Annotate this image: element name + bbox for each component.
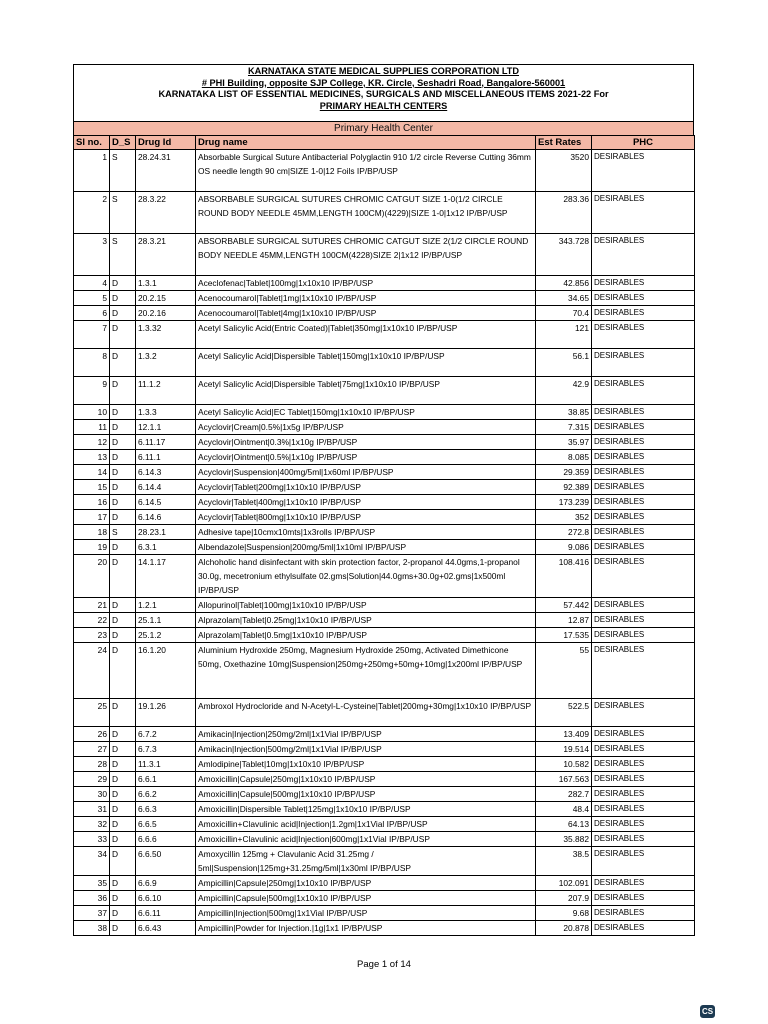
row-ds-cell: D [110, 891, 136, 906]
row-drug-name-cell: Alchoholic hand disinfectant with skin protection factor, 2-propanol 44.0gms,1-propanol 30.0g, mecetronium ethylsulfate 02.gms|Solution|44.0gms+30.0g+02.gms|1x500ml IP/BP/USP [196, 555, 536, 598]
row-phc-cell: DESIRABLES [592, 349, 695, 377]
row-phc-cell: DESIRABLES [592, 817, 695, 832]
row-drug-name-cell: Ampicillin|Injection|500mg|1x1Vial IP/BP/USP [196, 906, 536, 921]
row-sl-cell: 2 [74, 192, 110, 234]
row-rate-cell: 17.535 [536, 628, 592, 643]
row-phc-cell: DESIRABLES [592, 150, 695, 192]
row-ds-cell: D [110, 802, 136, 817]
row-phc-cell: DESIRABLES [592, 921, 695, 936]
row-ds-cell: D [110, 435, 136, 450]
row-drug-name-cell: Amikacin|Injection|500mg/2ml|1x1Vial IP/BP/USP [196, 742, 536, 757]
row-ds-cell: D [110, 772, 136, 787]
row-ds-cell: S [110, 234, 136, 276]
row-rate-cell: 35.97 [536, 435, 592, 450]
row-ds-cell: D [110, 306, 136, 321]
row-sl-cell: 32 [74, 817, 110, 832]
row-ds-cell: D [110, 699, 136, 727]
section-title: Primary Health Center [73, 121, 694, 135]
row-drug-id-cell: 12.1.1 [136, 420, 196, 435]
table-row [74, 420, 695, 435]
camscanner-badge: CS [701, 1007, 714, 1016]
row-drug-name-cell: Acetyl Salicylic Acid|EC Tablet|150mg|1x10x10 IP/BP/USP [196, 405, 536, 420]
table-row [74, 876, 695, 891]
row-drug-name-cell: Alprazolam|Tablet|0.5mg|1x10x10 IP/BP/USP [196, 628, 536, 643]
row-drug-name-cell: Alprazolam|Tablet|0.25mg|1x10x10 IP/BP/USP [196, 613, 536, 628]
row-rate-cell: 42.856 [536, 276, 592, 291]
row-drug-name-cell: Amoxicillin|Capsule|250mg|1x10x10 IP/BP/USP [196, 772, 536, 787]
row-drug-name-cell: Amoxicillin+Clavulinic acid|Injection|1.2gm|1x1Vial IP/BP/USP [196, 817, 536, 832]
row-sl-cell: 20 [74, 555, 110, 598]
row-rate-cell: 343.728 [536, 234, 592, 276]
row-rate-cell: 7.315 [536, 420, 592, 435]
row-drug-id-cell: 6.14.5 [136, 495, 196, 510]
row-phc-cell: DESIRABLES [592, 450, 695, 465]
row-phc-cell: DESIRABLES [592, 742, 695, 757]
row-ds-cell: S [110, 150, 136, 192]
row-drug-name-cell: Acenocoumarol|Tablet|4mg|1x10x10 IP/BP/USP [196, 306, 536, 321]
row-rate-cell: 48.4 [536, 802, 592, 817]
row-phc-cell: DESIRABLES [592, 435, 695, 450]
row-rate-cell: 173.239 [536, 495, 592, 510]
row-rate-cell: 19.514 [536, 742, 592, 757]
row-sl-cell: 13 [74, 450, 110, 465]
row-drug-id-cell: 20.2.16 [136, 306, 196, 321]
row-rate-cell: 64.13 [536, 817, 592, 832]
row-drug-id-cell: 6.6.1 [136, 772, 196, 787]
row-ds-cell: D [110, 349, 136, 377]
row-ds-cell: S [110, 192, 136, 234]
row-ds-cell: D [110, 598, 136, 613]
row-rate-cell: 121 [536, 321, 592, 349]
col-sl-header: Sl no. [74, 136, 110, 150]
table-row [74, 480, 695, 495]
row-drug-id-cell: 6.11.1 [136, 450, 196, 465]
table-row [74, 727, 695, 742]
col-ds-header: D_S [110, 136, 136, 150]
table-row [74, 598, 695, 613]
row-drug-name-cell: Absorbable Surgical Suture Antibacterial Polyglactin 910 1/2 circle Reverse Cutting 36mm OS needle length 90 cm|SIZE 1-0|12 Foils IP/BP/USP [196, 150, 536, 192]
row-drug-id-cell: 28.24.31 [136, 150, 196, 192]
table-row [74, 150, 695, 192]
row-rate-cell: 8.085 [536, 450, 592, 465]
row-drug-id-cell: 6.14.3 [136, 465, 196, 480]
header-line-4: PRIMARY HEALTH CENTERS [319, 100, 448, 111]
row-phc-cell: DESIRABLES [592, 787, 695, 802]
row-ds-cell: D [110, 787, 136, 802]
row-drug-name-cell: Acyclovir|Ointment|0.5%|1x10g IP/BP/USP [196, 450, 536, 465]
row-drug-id-cell: 20.2.15 [136, 291, 196, 306]
page-number: Page 1 of 14 [357, 959, 411, 970]
table-row [74, 291, 695, 306]
col-phc-header: PHC [592, 136, 695, 150]
row-rate-cell: 9.086 [536, 540, 592, 555]
table-header-row [74, 136, 695, 150]
table-row [74, 613, 695, 628]
row-sl-cell: 10 [74, 405, 110, 420]
table-row [74, 192, 695, 234]
row-ds-cell: D [110, 480, 136, 495]
row-ds-cell: D [110, 540, 136, 555]
row-sl-cell: 28 [74, 757, 110, 772]
table-row [74, 802, 695, 817]
header-line-2: # PHI Building, opposite SJP College, KR. Circle, Seshadri Road, Bangalore-560001 [201, 77, 566, 88]
row-rate-cell: 35.882 [536, 832, 592, 847]
row-drug-id-cell: 6.3.1 [136, 540, 196, 555]
row-rate-cell: 272.8 [536, 525, 592, 540]
row-drug-name-cell: Amikacin|Injection|250mg/2ml|1x1Vial IP/BP/USP [196, 727, 536, 742]
row-ds-cell: D [110, 465, 136, 480]
row-phc-cell: DESIRABLES [592, 465, 695, 480]
table-row [74, 306, 695, 321]
row-sl-cell: 11 [74, 420, 110, 435]
row-drug-id-cell: 19.1.26 [136, 699, 196, 727]
row-ds-cell: D [110, 495, 136, 510]
row-phc-cell: DESIRABLES [592, 598, 695, 613]
row-sl-cell: 5 [74, 291, 110, 306]
row-drug-id-cell: 16.1.20 [136, 643, 196, 699]
row-ds-cell: D [110, 727, 136, 742]
row-phc-cell: DESIRABLES [592, 613, 695, 628]
row-drug-name-cell: Allopurinol|Tablet|100mg|1x10x10 IP/BP/USP [196, 598, 536, 613]
row-ds-cell: D [110, 817, 136, 832]
row-phc-cell: DESIRABLES [592, 321, 695, 349]
table-row [74, 276, 695, 291]
row-drug-id-cell: 6.7.3 [136, 742, 196, 757]
row-phc-cell: DESIRABLES [592, 377, 695, 405]
row-rate-cell: 70.4 [536, 306, 592, 321]
row-phc-cell: DESIRABLES [592, 876, 695, 891]
row-phc-cell: DESIRABLES [592, 525, 695, 540]
row-rate-cell: 3520 [536, 150, 592, 192]
row-rate-cell: 10.582 [536, 757, 592, 772]
row-drug-id-cell: 6.11.17 [136, 435, 196, 450]
document-header [73, 64, 694, 121]
row-rate-cell: 38.85 [536, 405, 592, 420]
row-ds-cell: D [110, 555, 136, 598]
row-drug-name-cell: Acyclovir|Tablet|800mg|1x10x10 IP/BP/USP [196, 510, 536, 525]
row-ds-cell: D [110, 832, 136, 847]
row-rate-cell: 55 [536, 643, 592, 699]
row-drug-id-cell: 1.3.32 [136, 321, 196, 349]
row-sl-cell: 14 [74, 465, 110, 480]
table-row [74, 540, 695, 555]
row-sl-cell: 24 [74, 643, 110, 699]
row-drug-name-cell: Aceclofenac|Tablet|100mg|1x10x10 IP/BP/USP [196, 276, 536, 291]
row-ds-cell: D [110, 291, 136, 306]
table-row [74, 847, 695, 876]
row-drug-name-cell: Ampicillin|Capsule|250mg|1x10x10 IP/BP/USP [196, 876, 536, 891]
table-row [74, 435, 695, 450]
row-drug-id-cell: 6.6.5 [136, 817, 196, 832]
table-row [74, 817, 695, 832]
row-sl-cell: 22 [74, 613, 110, 628]
table-row [74, 628, 695, 643]
row-drug-name-cell: Acyclovir|Tablet|200mg|1x10x10 IP/BP/USP [196, 480, 536, 495]
row-drug-id-cell: 6.6.2 [136, 787, 196, 802]
row-sl-cell: 12 [74, 435, 110, 450]
table-row [74, 525, 695, 540]
table-row [74, 643, 695, 699]
row-drug-name-cell: Amoxicillin|Dispersible Tablet|125mg|1x10x10 IP/BP/USP [196, 802, 536, 817]
row-drug-id-cell: 28.3.22 [136, 192, 196, 234]
row-drug-id-cell: 6.6.10 [136, 891, 196, 906]
table-row [74, 321, 695, 349]
row-drug-id-cell: 25.1.1 [136, 613, 196, 628]
row-drug-id-cell: 6.6.11 [136, 906, 196, 921]
row-drug-name-cell: Acyclovir|Ointment|0.3%|1x10g IP/BP/USP [196, 435, 536, 450]
row-drug-name-cell: Aluminium Hydroxide 250mg, Magnesium Hydroxide 250mg, Activated Dimethicone 50mg, Oxethazine 10mg|Suspension|250mg+250mg+50mg+10mg|1x200ml IP/BP/USP [196, 643, 536, 699]
table-row [74, 699, 695, 727]
row-phc-cell: DESIRABLES [592, 727, 695, 742]
row-phc-cell: DESIRABLES [592, 420, 695, 435]
row-sl-cell: 33 [74, 832, 110, 847]
row-rate-cell: 13.409 [536, 727, 592, 742]
row-sl-cell: 35 [74, 876, 110, 891]
row-drug-id-cell: 11.3.1 [136, 757, 196, 772]
row-phc-cell: DESIRABLES [592, 832, 695, 847]
row-rate-cell: 108.416 [536, 555, 592, 598]
row-sl-cell: 36 [74, 891, 110, 906]
row-sl-cell: 1 [74, 150, 110, 192]
row-rate-cell: 283.36 [536, 192, 592, 234]
row-drug-id-cell: 6.14.4 [136, 480, 196, 495]
row-rate-cell: 102.091 [536, 876, 592, 891]
row-ds-cell: D [110, 847, 136, 876]
row-sl-cell: 19 [74, 540, 110, 555]
row-ds-cell: D [110, 420, 136, 435]
table-row [74, 832, 695, 847]
row-drug-name-cell: Albendazole|Suspension|200mg/5ml|1x10ml IP/BP/USP [196, 540, 536, 555]
table-row [74, 921, 695, 936]
row-phc-cell: DESIRABLES [592, 772, 695, 787]
table-row [74, 906, 695, 921]
row-ds-cell: D [110, 510, 136, 525]
table-row [74, 450, 695, 465]
row-drug-name-cell: Amoxycillin 125mg + Clavulanic Acid 31.25mg / 5ml|Suspension|125mg+31.25mg/5ml|1x30ml IP/BP/USP [196, 847, 536, 876]
row-sl-cell: 30 [74, 787, 110, 802]
row-ds-cell: D [110, 757, 136, 772]
row-sl-cell: 4 [74, 276, 110, 291]
row-ds-cell: D [110, 906, 136, 921]
row-phc-cell: DESIRABLES [592, 906, 695, 921]
row-phc-cell: DESIRABLES [592, 540, 695, 555]
row-drug-id-cell: 6.7.2 [136, 727, 196, 742]
row-phc-cell: DESIRABLES [592, 306, 695, 321]
table-row [74, 757, 695, 772]
table-row [74, 772, 695, 787]
row-phc-cell: DESIRABLES [592, 847, 695, 876]
row-drug-id-cell: 25.1.2 [136, 628, 196, 643]
table-row [74, 891, 695, 906]
row-phc-cell: DESIRABLES [592, 495, 695, 510]
row-phc-cell: DESIRABLES [592, 234, 695, 276]
row-phc-cell: DESIRABLES [592, 555, 695, 598]
row-phc-cell: DESIRABLES [592, 891, 695, 906]
row-phc-cell: DESIRABLES [592, 276, 695, 291]
row-sl-cell: 17 [74, 510, 110, 525]
table-row [74, 555, 695, 598]
row-drug-name-cell: Acyclovir|Suspension|400mg/5ml|1x60ml IP/BP/USP [196, 465, 536, 480]
table-row [74, 510, 695, 525]
row-ds-cell: D [110, 276, 136, 291]
row-sl-cell: 3 [74, 234, 110, 276]
table-row [74, 377, 695, 405]
row-rate-cell: 57.442 [536, 598, 592, 613]
row-sl-cell: 7 [74, 321, 110, 349]
row-drug-name-cell: Acyclovir|Tablet|400mg|1x10x10 IP/BP/USP [196, 495, 536, 510]
row-rate-cell: 38.5 [536, 847, 592, 876]
row-sl-cell: 25 [74, 699, 110, 727]
row-drug-id-cell: 1.3.2 [136, 349, 196, 377]
row-ds-cell: D [110, 321, 136, 349]
row-drug-id-cell: 11.1.2 [136, 377, 196, 405]
table-row [74, 742, 695, 757]
row-drug-name-cell: Ambroxol Hydrocloride and N-Acetyl-L-Cysteine|Tablet|200mg+30mg|1x10x10 IP/BP/USP [196, 699, 536, 727]
row-sl-cell: 9 [74, 377, 110, 405]
row-drug-id-cell: 1.3.1 [136, 276, 196, 291]
row-drug-name-cell: Amoxicillin|Capsule|500mg|1x10x10 IP/BP/USP [196, 787, 536, 802]
row-drug-id-cell: 28.23.1 [136, 525, 196, 540]
row-drug-name-cell: Ampicillin|Capsule|500mg|1x10x10 IP/BP/USP [196, 891, 536, 906]
row-sl-cell: 18 [74, 525, 110, 540]
row-ds-cell: D [110, 628, 136, 643]
row-drug-name-cell: Adhesive tape|10cmx10mts|1x3rolls IP/BP/USP [196, 525, 536, 540]
row-sl-cell: 8 [74, 349, 110, 377]
row-drug-name-cell: Acenocoumarol|Tablet|1mg|1x10x10 IP/BP/USP [196, 291, 536, 306]
row-rate-cell: 20.878 [536, 921, 592, 936]
row-rate-cell: 207.9 [536, 891, 592, 906]
row-drug-id-cell: 6.6.50 [136, 847, 196, 876]
row-phc-cell: DESIRABLES [592, 192, 695, 234]
row-rate-cell: 42.9 [536, 377, 592, 405]
row-drug-id-cell: 6.6.3 [136, 802, 196, 817]
row-drug-name-cell: Acetyl Salicylic Acid(Entric Coated)|Tablet|350mg|1x10x10 IP/BP/USP [196, 321, 536, 349]
row-sl-cell: 15 [74, 480, 110, 495]
row-ds-cell: S [110, 525, 136, 540]
row-phc-cell: DESIRABLES [592, 510, 695, 525]
row-drug-name-cell: Amlodipine|Tablet|10mg|1x10x10 IP/BP/USP [196, 757, 536, 772]
col-rate-header: Est Rates [536, 136, 592, 150]
row-rate-cell: 92.389 [536, 480, 592, 495]
row-rate-cell: 12.87 [536, 613, 592, 628]
row-sl-cell: 29 [74, 772, 110, 787]
row-phc-cell: DESIRABLES [592, 757, 695, 772]
row-drug-name-cell: Acetyl Salicylic Acid|Dispersible Tablet|150mg|1x10x10 IP/BP/USP [196, 349, 536, 377]
document-page [73, 64, 694, 936]
row-drug-name-cell: Acyclovir|Cream|0.5%|1x5g IP/BP/USP [196, 420, 536, 435]
header-line-1: KARNATAKA STATE MEDICAL SUPPLIES CORPORATION LTD [247, 66, 520, 76]
row-phc-cell: DESIRABLES [592, 291, 695, 306]
row-sl-cell: 34 [74, 847, 110, 876]
row-rate-cell: 34.65 [536, 291, 592, 306]
row-phc-cell: DESIRABLES [592, 699, 695, 727]
row-ds-cell: D [110, 742, 136, 757]
row-sl-cell: 23 [74, 628, 110, 643]
row-ds-cell: D [110, 613, 136, 628]
row-sl-cell: 26 [74, 727, 110, 742]
row-sl-cell: 31 [74, 802, 110, 817]
row-ds-cell: D [110, 876, 136, 891]
row-ds-cell: D [110, 377, 136, 405]
row-sl-cell: 21 [74, 598, 110, 613]
row-drug-id-cell: 6.6.43 [136, 921, 196, 936]
row-drug-id-cell: 28.3.21 [136, 234, 196, 276]
table-row [74, 465, 695, 480]
drug-table [73, 135, 695, 936]
row-rate-cell: 522.5 [536, 699, 592, 727]
row-ds-cell: D [110, 450, 136, 465]
row-rate-cell: 167.563 [536, 772, 592, 787]
row-drug-name-cell: Ampicillin|Powder for Injection.|1g|1x1 IP/BP/USP [196, 921, 536, 936]
table-row [74, 405, 695, 420]
table-row [74, 495, 695, 510]
row-phc-cell: DESIRABLES [592, 628, 695, 643]
row-sl-cell: 27 [74, 742, 110, 757]
row-drug-id-cell: 6.14.6 [136, 510, 196, 525]
table-row [74, 234, 695, 276]
row-ds-cell: D [110, 921, 136, 936]
row-sl-cell: 6 [74, 306, 110, 321]
row-rate-cell: 282.7 [536, 787, 592, 802]
row-rate-cell: 9.68 [536, 906, 592, 921]
row-phc-cell: DESIRABLES [592, 643, 695, 699]
row-sl-cell: 16 [74, 495, 110, 510]
row-rate-cell: 56.1 [536, 349, 592, 377]
col-name-header: Drug name [196, 136, 536, 150]
row-drug-id-cell: 6.6.6 [136, 832, 196, 847]
row-sl-cell: 37 [74, 906, 110, 921]
row-rate-cell: 29.359 [536, 465, 592, 480]
row-drug-name-cell: ABSORBABLE SURGICAL SUTURES CHROMIC CATGUT SIZE 1-0(1/2 CIRCLE ROUND BODY NEEDLE 45MM,LENGTH 100CM)(4229)|SIZE 1-0|1x12 IP/BP/USP [196, 192, 536, 234]
table-row [74, 787, 695, 802]
row-ds-cell: D [110, 643, 136, 699]
row-drug-id-cell: 1.2.1 [136, 598, 196, 613]
row-drug-id-cell: 1.3.3 [136, 405, 196, 420]
row-drug-id-cell: 6.6.9 [136, 876, 196, 891]
row-sl-cell: 38 [74, 921, 110, 936]
row-drug-name-cell: ABSORBABLE SURGICAL SUTURES CHROMIC CATGUT SIZE 2(1/2 CIRCLE ROUND BODY NEEDLE 45MM,LENGTH 100CM(4228)SIZE 2|1x12 IP/BP/USP [196, 234, 536, 276]
row-phc-cell: DESIRABLES [592, 802, 695, 817]
row-drug-name-cell: Amoxicillin+Clavulinic acid|Injection|600mg|1x1Vial IP/BP/USP [196, 832, 536, 847]
row-phc-cell: DESIRABLES [592, 480, 695, 495]
table-row [74, 349, 695, 377]
row-drug-name-cell: Acetyl Salicylic Acid|Dispersible Tablet|75mg|1x10x10 IP/BP/USP [196, 377, 536, 405]
row-ds-cell: D [110, 405, 136, 420]
row-drug-id-cell: 14.1.17 [136, 555, 196, 598]
header-line-3: KARNATAKA LIST OF ESSENTIAL MEDICINES, SURGICALS AND MISCELLANEOUS ITEMS 2021-22 For [158, 89, 609, 99]
col-id-header: Drug Id [136, 136, 196, 150]
row-rate-cell: 352 [536, 510, 592, 525]
row-phc-cell: DESIRABLES [592, 405, 695, 420]
